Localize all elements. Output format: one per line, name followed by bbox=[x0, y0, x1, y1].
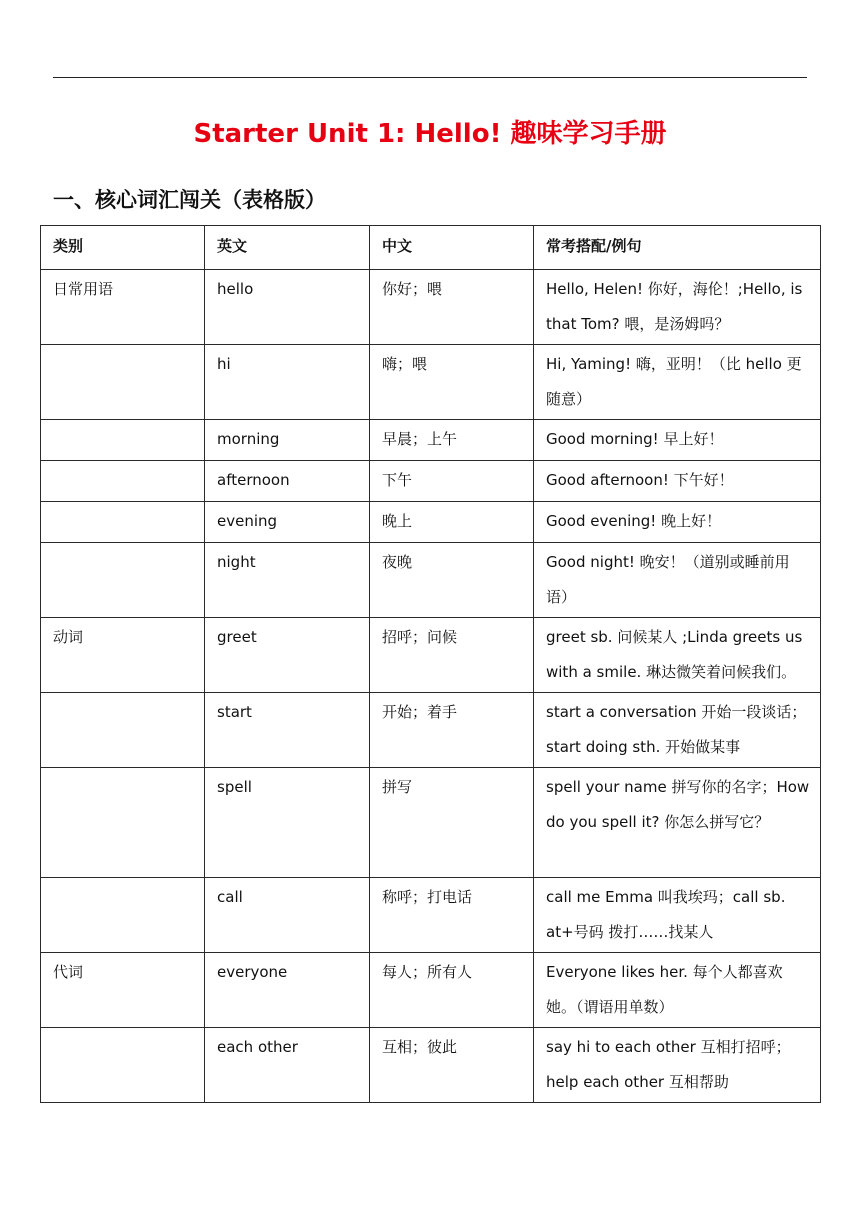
table-row bbox=[41, 420, 821, 461]
cell-english: hello bbox=[205, 270, 370, 345]
cell-english: each other bbox=[205, 1028, 370, 1103]
cell-category bbox=[41, 420, 205, 461]
cell-category bbox=[41, 878, 205, 953]
cell-english: everyone bbox=[205, 953, 370, 1028]
cell-example: Good night! 晚安！（道别或睡前用语） bbox=[534, 543, 821, 618]
cell-english: evening bbox=[205, 502, 370, 543]
cell-chinese: 拼写 bbox=[370, 768, 534, 878]
cell-english: start bbox=[205, 693, 370, 768]
cell-example: Good afternoon! 下午好！ bbox=[534, 461, 821, 502]
cell-example: Hello, Helen! 你好，海伦！;Hello, is that Tom? 喂，是汤姆吗？ bbox=[534, 270, 821, 345]
cell-example: call me Emma 叫我埃玛；call sb. at+号码 拨打……找某人 bbox=[534, 878, 821, 953]
table-row bbox=[41, 502, 821, 543]
cell-category bbox=[41, 461, 205, 502]
cell-chinese: 互相；彼此 bbox=[370, 1028, 534, 1103]
cell-chinese: 早晨；上午 bbox=[370, 420, 534, 461]
cell-category: 动词 bbox=[41, 618, 205, 693]
cell-chinese: 下午 bbox=[370, 461, 534, 502]
cell-chinese: 夜晚 bbox=[370, 543, 534, 618]
cell-example: Hi, Yaming! 嗨，亚明！（比 hello 更随意） bbox=[534, 345, 821, 420]
table-row bbox=[41, 693, 821, 768]
cell-example: start a conversation 开始一段谈话；start doing sth. 开始做某事 bbox=[534, 693, 821, 768]
cell-example: Everyone likes her. 每个人都喜欢她。（谓语用单数） bbox=[534, 953, 821, 1028]
header-category: 类别 bbox=[41, 226, 205, 270]
header-example: 常考搭配/例句 bbox=[534, 226, 821, 270]
cell-category bbox=[41, 1028, 205, 1103]
table-row bbox=[41, 1028, 821, 1103]
header-rule bbox=[53, 77, 807, 78]
table-row bbox=[41, 878, 821, 953]
cell-english: morning bbox=[205, 420, 370, 461]
cell-category: 日常用语 bbox=[41, 270, 205, 345]
cell-example: Good evening! 晚上好！ bbox=[534, 502, 821, 543]
cell-chinese: 招呼；问候 bbox=[370, 618, 534, 693]
table-row bbox=[41, 543, 821, 618]
table-header-row bbox=[41, 226, 821, 270]
cell-chinese: 晚上 bbox=[370, 502, 534, 543]
table-row bbox=[41, 618, 821, 693]
header-english: 英文 bbox=[205, 226, 370, 270]
cell-english: greet bbox=[205, 618, 370, 693]
cell-chinese: 嗨；喂 bbox=[370, 345, 534, 420]
cell-category bbox=[41, 345, 205, 420]
cell-chinese: 开始；着手 bbox=[370, 693, 534, 768]
table-row bbox=[41, 953, 821, 1028]
table-row bbox=[41, 270, 821, 345]
table-row bbox=[41, 345, 821, 420]
cell-chinese: 每人；所有人 bbox=[370, 953, 534, 1028]
table-row bbox=[41, 768, 821, 878]
cell-english: afternoon bbox=[205, 461, 370, 502]
cell-chinese: 称呼；打电话 bbox=[370, 878, 534, 953]
cell-category bbox=[41, 693, 205, 768]
section-heading: 一、核心词汇闯关（表格版） bbox=[53, 188, 326, 212]
document-title: Starter Unit 1: Hello! 趣味学习手册 bbox=[193, 119, 667, 149]
cell-example: say hi to each other 互相打招呼；help each other 互相帮助 bbox=[534, 1028, 821, 1103]
table-row bbox=[41, 461, 821, 502]
cell-example: greet sb. 问候某人 ;Linda greets us with a smile. 琳达微笑着问候我们。 bbox=[534, 618, 821, 693]
cell-english: hi bbox=[205, 345, 370, 420]
cell-category: 代词 bbox=[41, 953, 205, 1028]
cell-english: night bbox=[205, 543, 370, 618]
cell-english: call bbox=[205, 878, 370, 953]
cell-category bbox=[41, 543, 205, 618]
cell-category bbox=[41, 768, 205, 878]
vocabulary-table bbox=[40, 225, 821, 1103]
cell-english: spell bbox=[205, 768, 370, 878]
cell-chinese: 你好；喂 bbox=[370, 270, 534, 345]
header-chinese: 中文 bbox=[370, 226, 534, 270]
cell-example: spell your name 拼写你的名字；How do you spell it? 你怎么拼写它？ bbox=[534, 768, 821, 878]
cell-category bbox=[41, 502, 205, 543]
cell-example: Good morning! 早上好！ bbox=[534, 420, 821, 461]
